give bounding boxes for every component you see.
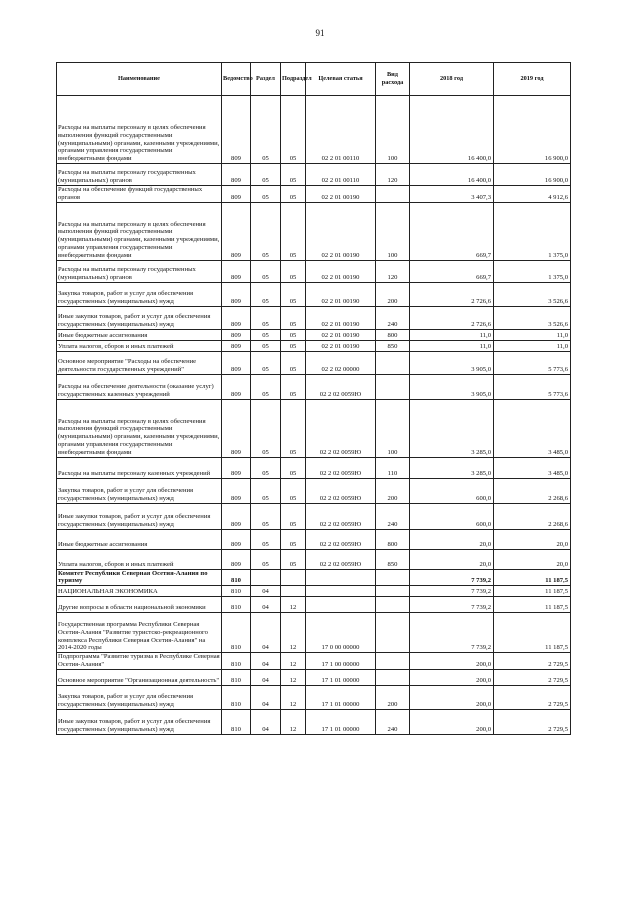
cell-target: 17 1 01 00000: [306, 669, 376, 685]
cell-name: Уплата налогов, сборов и иных платежей: [57, 549, 222, 569]
cell-ministry: 810: [222, 709, 251, 734]
table-row: [57, 613, 571, 653]
cell-target: 17 1 01 00000: [306, 685, 376, 709]
cell-name: Закупка товаров, работ и услуг для обеспечения государственных (муниципальных) нужд: [57, 685, 222, 709]
cell-expense-type: [376, 613, 410, 653]
cell-2018: 200,0: [410, 685, 494, 709]
cell-target: 17 1 01 00000: [306, 709, 376, 734]
cell-2019: 3 485,0: [494, 457, 571, 478]
cell-subsection: 05: [281, 282, 306, 306]
header-subsection: Подраздел: [281, 63, 306, 96]
cell-expense-type: 240: [376, 503, 410, 529]
cell-ministry: 809: [222, 549, 251, 569]
cell-section: [251, 569, 281, 586]
cell-expense-type: 850: [376, 549, 410, 569]
cell-ministry: 809: [222, 96, 251, 164]
cell-ministry: 809: [222, 399, 251, 457]
cell-section: 05: [251, 374, 281, 399]
cell-section: 04: [251, 653, 281, 670]
cell-subsection: 05: [281, 503, 306, 529]
cell-2018: 200,0: [410, 653, 494, 670]
cell-target: 02 2 02 0059Ю: [306, 478, 376, 503]
cell-2019: 11 187,5: [494, 586, 571, 597]
cell-section: 05: [251, 399, 281, 457]
cell-ministry: 809: [222, 351, 251, 374]
table-row: [57, 478, 571, 503]
cell-2019: 1 375,0: [494, 202, 571, 260]
cell-2018: 20,0: [410, 529, 494, 549]
cell-ministry: 810: [222, 569, 251, 586]
cell-name: Комитет Республики Северная Осетия-Алания по туризму: [57, 569, 222, 586]
cell-expense-type: [376, 597, 410, 613]
cell-ministry: 809: [222, 260, 251, 282]
cell-section: 04: [251, 613, 281, 653]
cell-target: 02 2 01 00110: [306, 96, 376, 164]
header-2019: 2019 год: [494, 63, 571, 96]
cell-section: 04: [251, 709, 281, 734]
cell-subsection: [281, 569, 306, 586]
cell-2019: 1 375,0: [494, 260, 571, 282]
cell-subsection: 05: [281, 399, 306, 457]
cell-target: 02 2 01 00110: [306, 164, 376, 186]
cell-2019: 2 268,6: [494, 478, 571, 503]
cell-section: 05: [251, 549, 281, 569]
cell-expense-type: 120: [376, 260, 410, 282]
cell-expense-type: 200: [376, 282, 410, 306]
cell-2019: 3 526,6: [494, 306, 571, 329]
cell-ministry: 810: [222, 597, 251, 613]
cell-section: 05: [251, 202, 281, 260]
cell-2018: 2 726,6: [410, 282, 494, 306]
cell-target: 17 0 00 00000: [306, 613, 376, 653]
header-expense-type: Вид расхода: [376, 63, 410, 96]
cell-name: Расходы на обеспечение деятельности (оказание услуг) государственных казенных учреждений: [57, 374, 222, 399]
cell-2019: 11,0: [494, 329, 571, 340]
cell-subsection: 12: [281, 669, 306, 685]
cell-section: 04: [251, 586, 281, 597]
cell-section: 05: [251, 306, 281, 329]
table-row: [57, 503, 571, 529]
cell-2019: 2 729,5: [494, 685, 571, 709]
cell-ministry: 809: [222, 306, 251, 329]
cell-subsection: [281, 586, 306, 597]
cell-name: Основное мероприятие "Организационная деятельность": [57, 669, 222, 685]
table-row: [57, 586, 571, 597]
cell-ministry: 810: [222, 613, 251, 653]
table-row: [57, 202, 571, 260]
cell-ministry: 810: [222, 586, 251, 597]
cell-subsection: 05: [281, 164, 306, 186]
cell-subsection: 05: [281, 529, 306, 549]
cell-name: Иные закупки товаров, работ и услуг для обеспечения государственных (муниципальных) нужд: [57, 503, 222, 529]
cell-subsection: 12: [281, 685, 306, 709]
cell-2018: 600,0: [410, 478, 494, 503]
cell-2019: 2 729,5: [494, 709, 571, 734]
cell-expense-type: 240: [376, 306, 410, 329]
cell-expense-type: [376, 186, 410, 203]
table-row: [57, 653, 571, 670]
cell-expense-type: 240: [376, 709, 410, 734]
cell-subsection: 12: [281, 653, 306, 670]
table-row: [57, 186, 571, 203]
cell-ministry: 809: [222, 329, 251, 340]
cell-2019: 2 729,5: [494, 669, 571, 685]
cell-target: [306, 569, 376, 586]
cell-2019: 11 187,5: [494, 569, 571, 586]
cell-target: 02 2 02 0059Ю: [306, 503, 376, 529]
cell-section: 05: [251, 164, 281, 186]
cell-section: 05: [251, 478, 281, 503]
cell-2019: 11 187,5: [494, 613, 571, 653]
cell-section: 05: [251, 529, 281, 549]
cell-2018: 7 739,2: [410, 597, 494, 613]
cell-subsection: 12: [281, 613, 306, 653]
cell-expense-type: 120: [376, 164, 410, 186]
cell-name: Иные закупки товаров, работ и услуг для обеспечения государственных (муниципальных) нужд: [57, 306, 222, 329]
cell-ministry: 809: [222, 478, 251, 503]
cell-2018: 11,0: [410, 329, 494, 340]
table-row: [57, 96, 571, 164]
cell-name: Основное мероприятие "Расходы на обеспечение деятельности государственных учреждений": [57, 351, 222, 374]
cell-target: [306, 597, 376, 613]
cell-target: 02 2 01 00190: [306, 340, 376, 351]
cell-2018: 16 400,0: [410, 164, 494, 186]
header-ministry: Ведомство: [222, 63, 251, 96]
cell-subsection: 05: [281, 306, 306, 329]
cell-target: 17 1 00 00000: [306, 653, 376, 670]
cell-expense-type: 850: [376, 340, 410, 351]
cell-expense-type: [376, 351, 410, 374]
cell-2018: 7 739,2: [410, 569, 494, 586]
table-row: [57, 669, 571, 685]
cell-target: 02 2 02 00000: [306, 351, 376, 374]
cell-expense-type: 800: [376, 529, 410, 549]
cell-2018: 3 285,0: [410, 399, 494, 457]
table-row: [57, 569, 571, 586]
cell-subsection: 05: [281, 202, 306, 260]
cell-ministry: 810: [222, 669, 251, 685]
cell-target: 02 2 01 00190: [306, 329, 376, 340]
cell-expense-type: 200: [376, 478, 410, 503]
cell-ministry: 809: [222, 186, 251, 203]
cell-ministry: 809: [222, 202, 251, 260]
cell-expense-type: 110: [376, 457, 410, 478]
cell-name: Подпрограмма "Развитие туризма в Республике Северная Осетия-Алания": [58, 653, 220, 668]
cell-target: 02 2 02 0059Ю: [306, 399, 376, 457]
cell-ministry: 809: [222, 282, 251, 306]
cell-name: Расходы на выплаты персоналу государственных (муниципальных) органов: [57, 164, 222, 186]
cell-2018: 3 905,0: [410, 374, 494, 399]
cell-expense-type: [376, 586, 410, 597]
cell-name: Другие вопросы в области национальной экономики: [57, 597, 222, 613]
cell-target: [306, 586, 376, 597]
cell-ministry: 809: [222, 503, 251, 529]
cell-2018: 3 905,0: [410, 351, 494, 374]
header-section: Раздел: [251, 63, 281, 96]
header-2018: 2018 год: [410, 63, 494, 96]
table-row: [57, 164, 571, 186]
table-row: [57, 306, 571, 329]
table-row: [57, 340, 571, 351]
cell-name: Уплата налогов, сборов и иных платежей: [57, 340, 222, 351]
cell-2019: 4 912,6: [494, 186, 571, 203]
cell-expense-type: 100: [376, 399, 410, 457]
cell-name: Расходы на выплаты персоналу государственных (муниципальных) органов: [57, 260, 222, 282]
cell-subsection: 12: [281, 597, 306, 613]
cell-expense-type: 200: [376, 685, 410, 709]
cell-expense-type: [376, 374, 410, 399]
cell-section: 05: [251, 96, 281, 164]
cell-expense-type: 100: [376, 96, 410, 164]
cell-expense-type: [376, 569, 410, 586]
cell-2018: 7 739,2: [410, 613, 494, 653]
cell-2018: 600,0: [410, 503, 494, 529]
cell-2019: 16 900,0: [494, 96, 571, 164]
cell-target: 02 2 01 00190: [306, 186, 376, 203]
cell-2019: 3 485,0: [494, 399, 571, 457]
cell-subsection: 05: [281, 351, 306, 374]
cell-section: 05: [251, 503, 281, 529]
cell-2019: 2 729,5: [494, 653, 571, 670]
cell-subsection: 05: [281, 549, 306, 569]
cell-name: Расходы на обеспечение функций государственных органов: [57, 186, 222, 203]
cell-2018: 7 739,2: [410, 586, 494, 597]
cell-2019: 16 900,0: [494, 164, 571, 186]
cell-subsection: 05: [281, 260, 306, 282]
cell-2018: 200,0: [410, 709, 494, 734]
cell-section: 05: [251, 457, 281, 478]
table-row: [57, 549, 571, 569]
cell-target: 02 2 01 00190: [306, 306, 376, 329]
cell-2019: 5 773,6: [494, 374, 571, 399]
cell-2018: 200,0: [410, 669, 494, 685]
cell-2019: 2 268,6: [494, 503, 571, 529]
budget-table: [56, 62, 571, 735]
cell-section: 05: [251, 282, 281, 306]
cell-target: 02 2 01 00190: [306, 282, 376, 306]
cell-2018: 2 726,6: [410, 306, 494, 329]
page-number: 91: [315, 28, 325, 38]
cell-2019: 3 526,6: [494, 282, 571, 306]
cell-section: 04: [251, 597, 281, 613]
cell-subsection: 05: [281, 340, 306, 351]
cell-section: 05: [251, 329, 281, 340]
cell-target: 02 2 02 0059Ю: [306, 457, 376, 478]
cell-name: Иные закупки товаров, работ и услуг для обеспечения государственных (муниципальных) нужд: [57, 709, 222, 734]
cell-name: Расходы на выплаты персоналу в целях обеспечения выполнения функций государственными (муниципальными) органами, казенными учреждениями, органами управления государственными внебюджетными фондами: [57, 96, 222, 164]
cell-section: 04: [251, 669, 281, 685]
cell-name: Иные бюджетные ассигнования: [57, 529, 222, 549]
cell-target: 02 2 01 00190: [306, 260, 376, 282]
cell-subsection: 05: [281, 457, 306, 478]
cell-ministry: 810: [222, 685, 251, 709]
cell-ministry: 809: [222, 457, 251, 478]
cell-subsection: 05: [281, 374, 306, 399]
cell-section: 04: [251, 685, 281, 709]
cell-ministry: 809: [222, 529, 251, 549]
cell-subsection: 05: [281, 186, 306, 203]
cell-2018: 11,0: [410, 340, 494, 351]
table-row: [57, 329, 571, 340]
header-target: Целевая статья: [306, 63, 376, 96]
cell-name: Государственная программа Республики Северная Осетия-Алания "Развитие туристско-рекреационного комплекса Республики Северная Осетия-Алания" на 2014-2020 годы: [57, 613, 222, 653]
header-name: Наименование: [57, 63, 222, 96]
cell-ministry: 809: [222, 374, 251, 399]
cell-2019: 20,0: [494, 549, 571, 569]
cell-name: Иные бюджетные ассигнования: [57, 329, 222, 340]
cell-section: 05: [251, 260, 281, 282]
table-row: [57, 351, 571, 374]
table-row: [57, 282, 571, 306]
cell-name: Расходы на выплаты персоналу казенных учреждений: [57, 457, 222, 478]
table-row: [57, 374, 571, 399]
cell-target: 02 2 02 0059Ю: [306, 549, 376, 569]
cell-section: 05: [251, 340, 281, 351]
cell-section: 05: [251, 186, 281, 203]
cell-2018: 669,7: [410, 260, 494, 282]
cell-ministry: 809: [222, 164, 251, 186]
cell-subsection: 05: [281, 478, 306, 503]
cell-2019: 20,0: [494, 529, 571, 549]
cell-ministry: 810: [222, 653, 251, 670]
cell-subsection: 05: [281, 96, 306, 164]
cell-target: 02 2 02 0059Ю: [306, 529, 376, 549]
cell-name: Закупка товаров, работ и услуг для обеспечения государственных (муниципальных) нужд: [57, 478, 222, 503]
cell-2018: 16 400,0: [410, 96, 494, 164]
cell-expense-type: 100: [376, 202, 410, 260]
table-row: [57, 709, 571, 734]
cell-2019: 11 187,5: [494, 597, 571, 613]
cell-name: Расходы на выплаты персоналу в целях обеспечения выполнения функций государственными (муниципальными) органами, казенными учреждениями, органами управления государственными внебюджетными фондами: [57, 399, 222, 457]
cell-2019: 5 773,6: [494, 351, 571, 374]
table-row: [57, 457, 571, 478]
table-row: [57, 597, 571, 613]
cell-subsection: 12: [281, 709, 306, 734]
cell-2018: 20,0: [410, 549, 494, 569]
cell-ministry: 809: [222, 340, 251, 351]
cell-name: НАЦИОНАЛЬНАЯ ЭКОНОМИКА: [57, 586, 222, 597]
cell-2018: 669,7: [410, 202, 494, 260]
cell-expense-type: [376, 669, 410, 685]
cell-2019: 11,0: [494, 340, 571, 351]
table-row: [57, 260, 571, 282]
table-header-row: [57, 63, 571, 96]
cell-section: 05: [251, 351, 281, 374]
table-row: [57, 529, 571, 549]
cell-name: Закупка товаров, работ и услуг для обеспечения государственных (муниципальных) нужд: [57, 282, 222, 306]
table-row: [57, 399, 571, 457]
cell-expense-type: [376, 653, 410, 670]
cell-target: 02 2 02 0059Ю: [306, 374, 376, 399]
cell-subsection: 05: [281, 329, 306, 340]
cell-expense-type: 800: [376, 329, 410, 340]
cell-2018: 3 407,3: [410, 186, 494, 203]
cell-2018: 3 285,0: [410, 457, 494, 478]
table-body: [57, 96, 571, 735]
table-row: [57, 685, 571, 709]
cell-name: Расходы на выплаты персоналу в целях обеспечения выполнения функций государственными (муниципальными) органами, казенными учреждениями, органами управления государственными внебюджетными фондами: [57, 202, 222, 260]
cell-target: 02 2 01 00190: [306, 202, 376, 260]
